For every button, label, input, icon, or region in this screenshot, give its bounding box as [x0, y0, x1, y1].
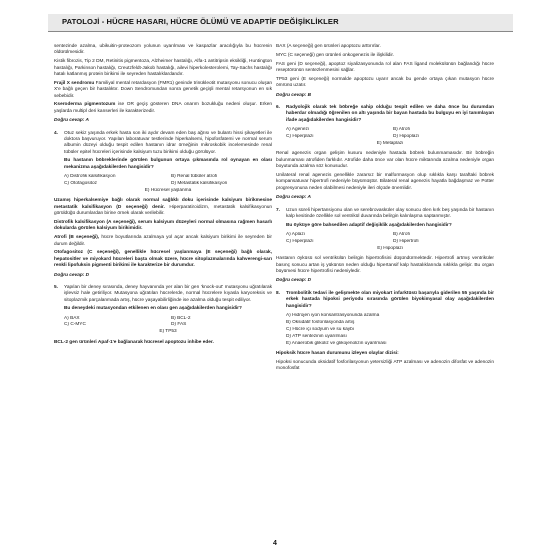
question-stem: Bu hastanın böbreklerinde görülen bulgunun ortaya çıkmasında rol oynayan en olası mekanizma aşağıdakilerden hangisidir? — [64, 158, 272, 170]
answer-key: Doğru cevap: A — [54, 118, 89, 124]
question-stem: Radyolojik olarak tek böbreğe sahip olduğu tespit edilen ve daha önce bu durumdan haberdar olmadığı öğrenilen on altı yaşında bir bayan hastada bu bulguyu en iyi tanımlayan ifade aşağıdakilerden hangisidir? — [286, 105, 494, 123]
question-7 — [276, 208, 494, 229]
option-c[interactable]: C) Otofagositoz — [64, 180, 97, 186]
option-a[interactable]: A) BAX — [64, 315, 80, 321]
option-d[interactable]: D) Hipoplazi — [393, 134, 419, 140]
paragraph — [54, 235, 272, 248]
option-b[interactable]: B) Atrofi — [393, 231, 410, 237]
paragraph — [54, 81, 272, 100]
paragraph: Hastanın öyküsü sol ventrikülün belirgin hipertrofisini düşündürmektedir. Hipertrofi artmış ventriküler basınç sonucu artan iş yükünün neden olduğu hipertansif kalp hastalıklarında sıklıkla gelişir. Bu organ büyümesi hücre hipertrofisi nedeniyledir. — [276, 256, 494, 274]
answer-key: Doğru cevap: B — [276, 92, 312, 98]
page-number: 4 — [273, 540, 277, 547]
options-q4 — [64, 174, 272, 194]
option-a[interactable]: A) Hidrojen iyon konsantrasyonunda azalma — [286, 312, 380, 318]
option-e[interactable]: E) Anaerobik glikoliz ve glikojenolizin uyarılması — [286, 340, 387, 346]
question-text: Otuz sekiz yaşında erkek hasta son iki aydır devam eden baş ağrısı ve bulantı hissi şikayetleri ile doktora başvuruyor. Yapılan laboratuvar testlerinde hiperkalsemi, hipofosfatemi ve normal serum albumin düzeyi olduğu tespit edilen hastanın idrar örneğinin mikroskobik incelemesinde renal tübüler epitel hücreleri içerisinde kalsiyum tuzu birikimi olduğu görülüyor. — [64, 130, 272, 155]
option-d[interactable]: D) ATP sentezinin uyarılması — [286, 333, 347, 339]
question-number: 7. — [276, 207, 280, 213]
question-6 — [276, 105, 494, 124]
paragraph: FAS geni (D seçeneği), apoptoz siyalizasyonunda rol alan FAS ligand molekülünün bağlandığı hücre reseptörünün sentezlenmesini sağlar. — [276, 61, 494, 73]
option-c[interactable]: C) Hiperplazi — [286, 238, 314, 244]
question-body — [286, 208, 494, 229]
option-e[interactable]: E) Hücresel yaşlanma — [144, 187, 192, 193]
options-q5 — [64, 316, 272, 336]
paragraph: BCL-2 gen ürünleri Apaf-1'e bağlanarak hücresel apoptozu inhibe eder. — [54, 339, 214, 345]
paragraph: TP53 geni (E seçeneği) normalde apoptozu uyarır ancak bu gende ortaya çıkan mutasyon hücre ömrünü uzatır. — [276, 76, 494, 89]
option-b[interactable]: B) BCL-2 — [171, 315, 191, 321]
options-q8 — [286, 313, 494, 347]
paragraph: Hipoksi sonucunda oksidatif fosforilasyonun yetersizliği ATP azalması ve adenozin difosfat ve adenozin monofosfat — [276, 359, 494, 372]
option-a[interactable]: A) Agenezi — [286, 127, 309, 133]
question-8 — [276, 291, 494, 310]
paragraph: Renal agenezis organ gelişim kusuru nedeniyle hastada böbrek bulunmamasıdır. Bir böbreğin bulunmaması atrofiden farklıdır. Atrofide daha önce var olan hücre miktarında azalma nedeniyle organ boyutunda azalma söz konusudur. — [276, 151, 494, 170]
question-4 — [54, 131, 272, 171]
page-header — [48, 14, 513, 32]
paragraph: MYC (C seçeneği) gen ürünleri onkogenezis ile ilişkilidir. — [276, 52, 395, 58]
paragraph — [54, 198, 272, 217]
explanation-text: Hiperparatiroidizm, metastatik kalsifikasyonun görüldüğü durumlardan birine örnek olarak verilebilir. — [54, 204, 272, 217]
option-e[interactable]: E) TP53 — [159, 329, 177, 335]
term: Kseroderma pigmentozum — [54, 102, 116, 108]
paragraph: Distrofik kalsifikasyon (A seçeneği), serum kalsiyum düzeyleri normal olmasına rağmen hasarlı dokularda görülen kalsiyum birikimidir. — [54, 219, 272, 232]
question-5 — [54, 285, 272, 313]
paragraph: sentezinde azalma, ubikuitin-proteozom yolunun uyarılması ve kaspazlar aracılığıyla bu hücrenin öldürülmesidir. — [54, 44, 272, 56]
options-q6 — [286, 127, 494, 147]
option-b[interactable]: B) Atrofi — [393, 127, 410, 133]
paragraph — [54, 102, 272, 115]
term: Atrofi (B seçeneği), — [54, 235, 100, 241]
explanation-bold: Uzamış hiperkalsemiye bağlı olarak normal sağlıklı doku içerisinde kalsiyum birikmesine metastatik kalsifikasyon (D seçeneği) denir. — [54, 198, 272, 210]
paragraph: BAX (A seçeneği) gen ürünleri apoptozu arttırırlar. — [276, 44, 381, 49]
answer-key: Doğru cevap: D — [54, 272, 90, 278]
paragraph: Hipoksik hücre hasarı durumunu izleyen olaylar dizisi: — [276, 351, 399, 356]
left-column — [54, 44, 272, 349]
question-body — [286, 291, 494, 310]
paragraph-text: Familiyal mental retardasyon (FMR1) geninde trinükleotit mutasyonu sonucu oluşan X'e bağlı geçen bir hastalıktır. Down Sendromundan sonra genetik geçişli mental retarsyonun en sık sebebidir. — [54, 80, 273, 99]
question-number: 5. — [54, 284, 58, 290]
option-d[interactable]: D) Metastatik kalsifikasyon — [171, 180, 228, 186]
question-body — [64, 285, 272, 313]
answer-key: Doğru cevap: D — [276, 278, 312, 284]
question-body — [64, 131, 272, 171]
question-number: 8. — [276, 290, 280, 296]
question-stem: Bu deneydeki mutasyondan etkilenen en olası gen aşağıdakilerden hangisidir? — [64, 306, 242, 312]
question-number: 4. — [54, 130, 58, 136]
question-number: 6. — [276, 105, 280, 111]
answer-key: Doğru cevap: A — [276, 195, 311, 201]
paragraph: Kistik fibrozis, Tip 2 DM, Retinitis pigmentoza, Alzheimer hastalığı, Alfa-1 antitripsin eksikliği, Huntington hastalığı, Parkinson hastalığı, Creutzfeldt-Jakob hastalığı, ailevi hiperkolesterolemi, Tay-Sachs hastalığı hatalı katlanmış protein birikimi ile seyreden hastalıklardandır. — [54, 59, 272, 78]
options-q7 — [286, 232, 494, 252]
question-stem: Bu öyküye göre bahsedilen adaptif değişiklik aşağıdakilerden hangisidir? — [286, 222, 452, 228]
question-text: Yapılan bir deney sırasında, deney hayvanında yer alan bir gen 'knock-out' mutasyonu uğratılarak işlevsiz hale getiriliyor. Mutasyona uğratılan hücrelerde, normal hücrelere kıyasla karyoreksis ve sitoplazmik parçalanmada artış, hücre yaşayabilirliğinde ise azalma olduğu tespit ediliyor. — [64, 284, 272, 303]
header-title: PATOLOJİ - HÜCRE HASARI, HÜCRE ÖLÜMÜ VE ADAPTİF DEĞİŞİKLİKLER — [62, 17, 339, 26]
right-column — [276, 44, 494, 375]
paragraph: Unilateral renal agenezis genellikle zararsız bir malformasyon olup sıklıkla karşı taraftaki böbrek kompansatuvar hipertrofi nedeniyle büyümüştür. Bilateral renal agenezis hayatla bağdaşmaz ve Potter progresyonuna neden olabilmesi nedeniyle ileri ölçüde önemlidir. — [276, 173, 494, 191]
option-d[interactable]: D) FAS — [171, 322, 187, 328]
option-a[interactable]: A) Aplazi — [286, 231, 305, 237]
option-e[interactable]: E) Metaplazi — [376, 141, 404, 147]
option-d[interactable]: D) Hipertrofi — [393, 238, 419, 244]
paragraph-text: ise OR geçiş gösteren DNA onarım bozukluğu nedeni oluşur. Erken yaşlarda multipl deri kanserleri ile karakterizedir. — [54, 102, 273, 114]
option-b[interactable]: B) Renal tübüler atrofi — [171, 174, 218, 180]
option-a[interactable]: A) Distrofik kalsifikasyon — [64, 174, 116, 180]
option-c[interactable]: C) C-MYC — [64, 322, 86, 328]
paragraph-text: hücre boyutlarında azalmaya yol açar ancak kalsiyum birikimi ile seyreden bir durum değildir. — [54, 235, 272, 247]
question-stem: Trombolitik tedavi ile gelişmekte olan miyokart infarktüsü başarıyla giderilen 55 yaşında bir erkek hastada hipoksi periyodu sırasında görülen biyokimyasal olay aşağıdakilerden hangisidir? — [286, 290, 494, 309]
option-c[interactable]: C) Hiperplazi — [286, 134, 314, 140]
question-text: Uzun süreli hipertansiyonu olan ve serebrovasküler olay sonucu ölen kırk beş yaşında bir hastanın kalp kesitinde özellikle sol ventrikül duvarında belirgin kalınlaşma saptanmıştır. — [286, 207, 494, 220]
option-c[interactable]: C) Hücre içi sodyum ve su kaybı — [286, 326, 355, 332]
paragraph: Otofagositoz (C seçeneği), genellikle hücresel yaşlanmaya (E seçeneği) bağlı olarak, hepatositler ve miyokard hücreleri başta olmak üzere, hücre sitoplazmalarında kahverengi-sarı renkli lipofuksin pigmenti birikimi ile karakterize bir durumdur. — [54, 250, 272, 269]
option-b[interactable]: B) Oksidatif fosforilasyonda artış — [286, 319, 355, 325]
question-body — [286, 105, 494, 124]
term: Frajil X sendromu — [54, 80, 95, 86]
option-e[interactable]: E) Hipoplazi — [377, 245, 403, 251]
